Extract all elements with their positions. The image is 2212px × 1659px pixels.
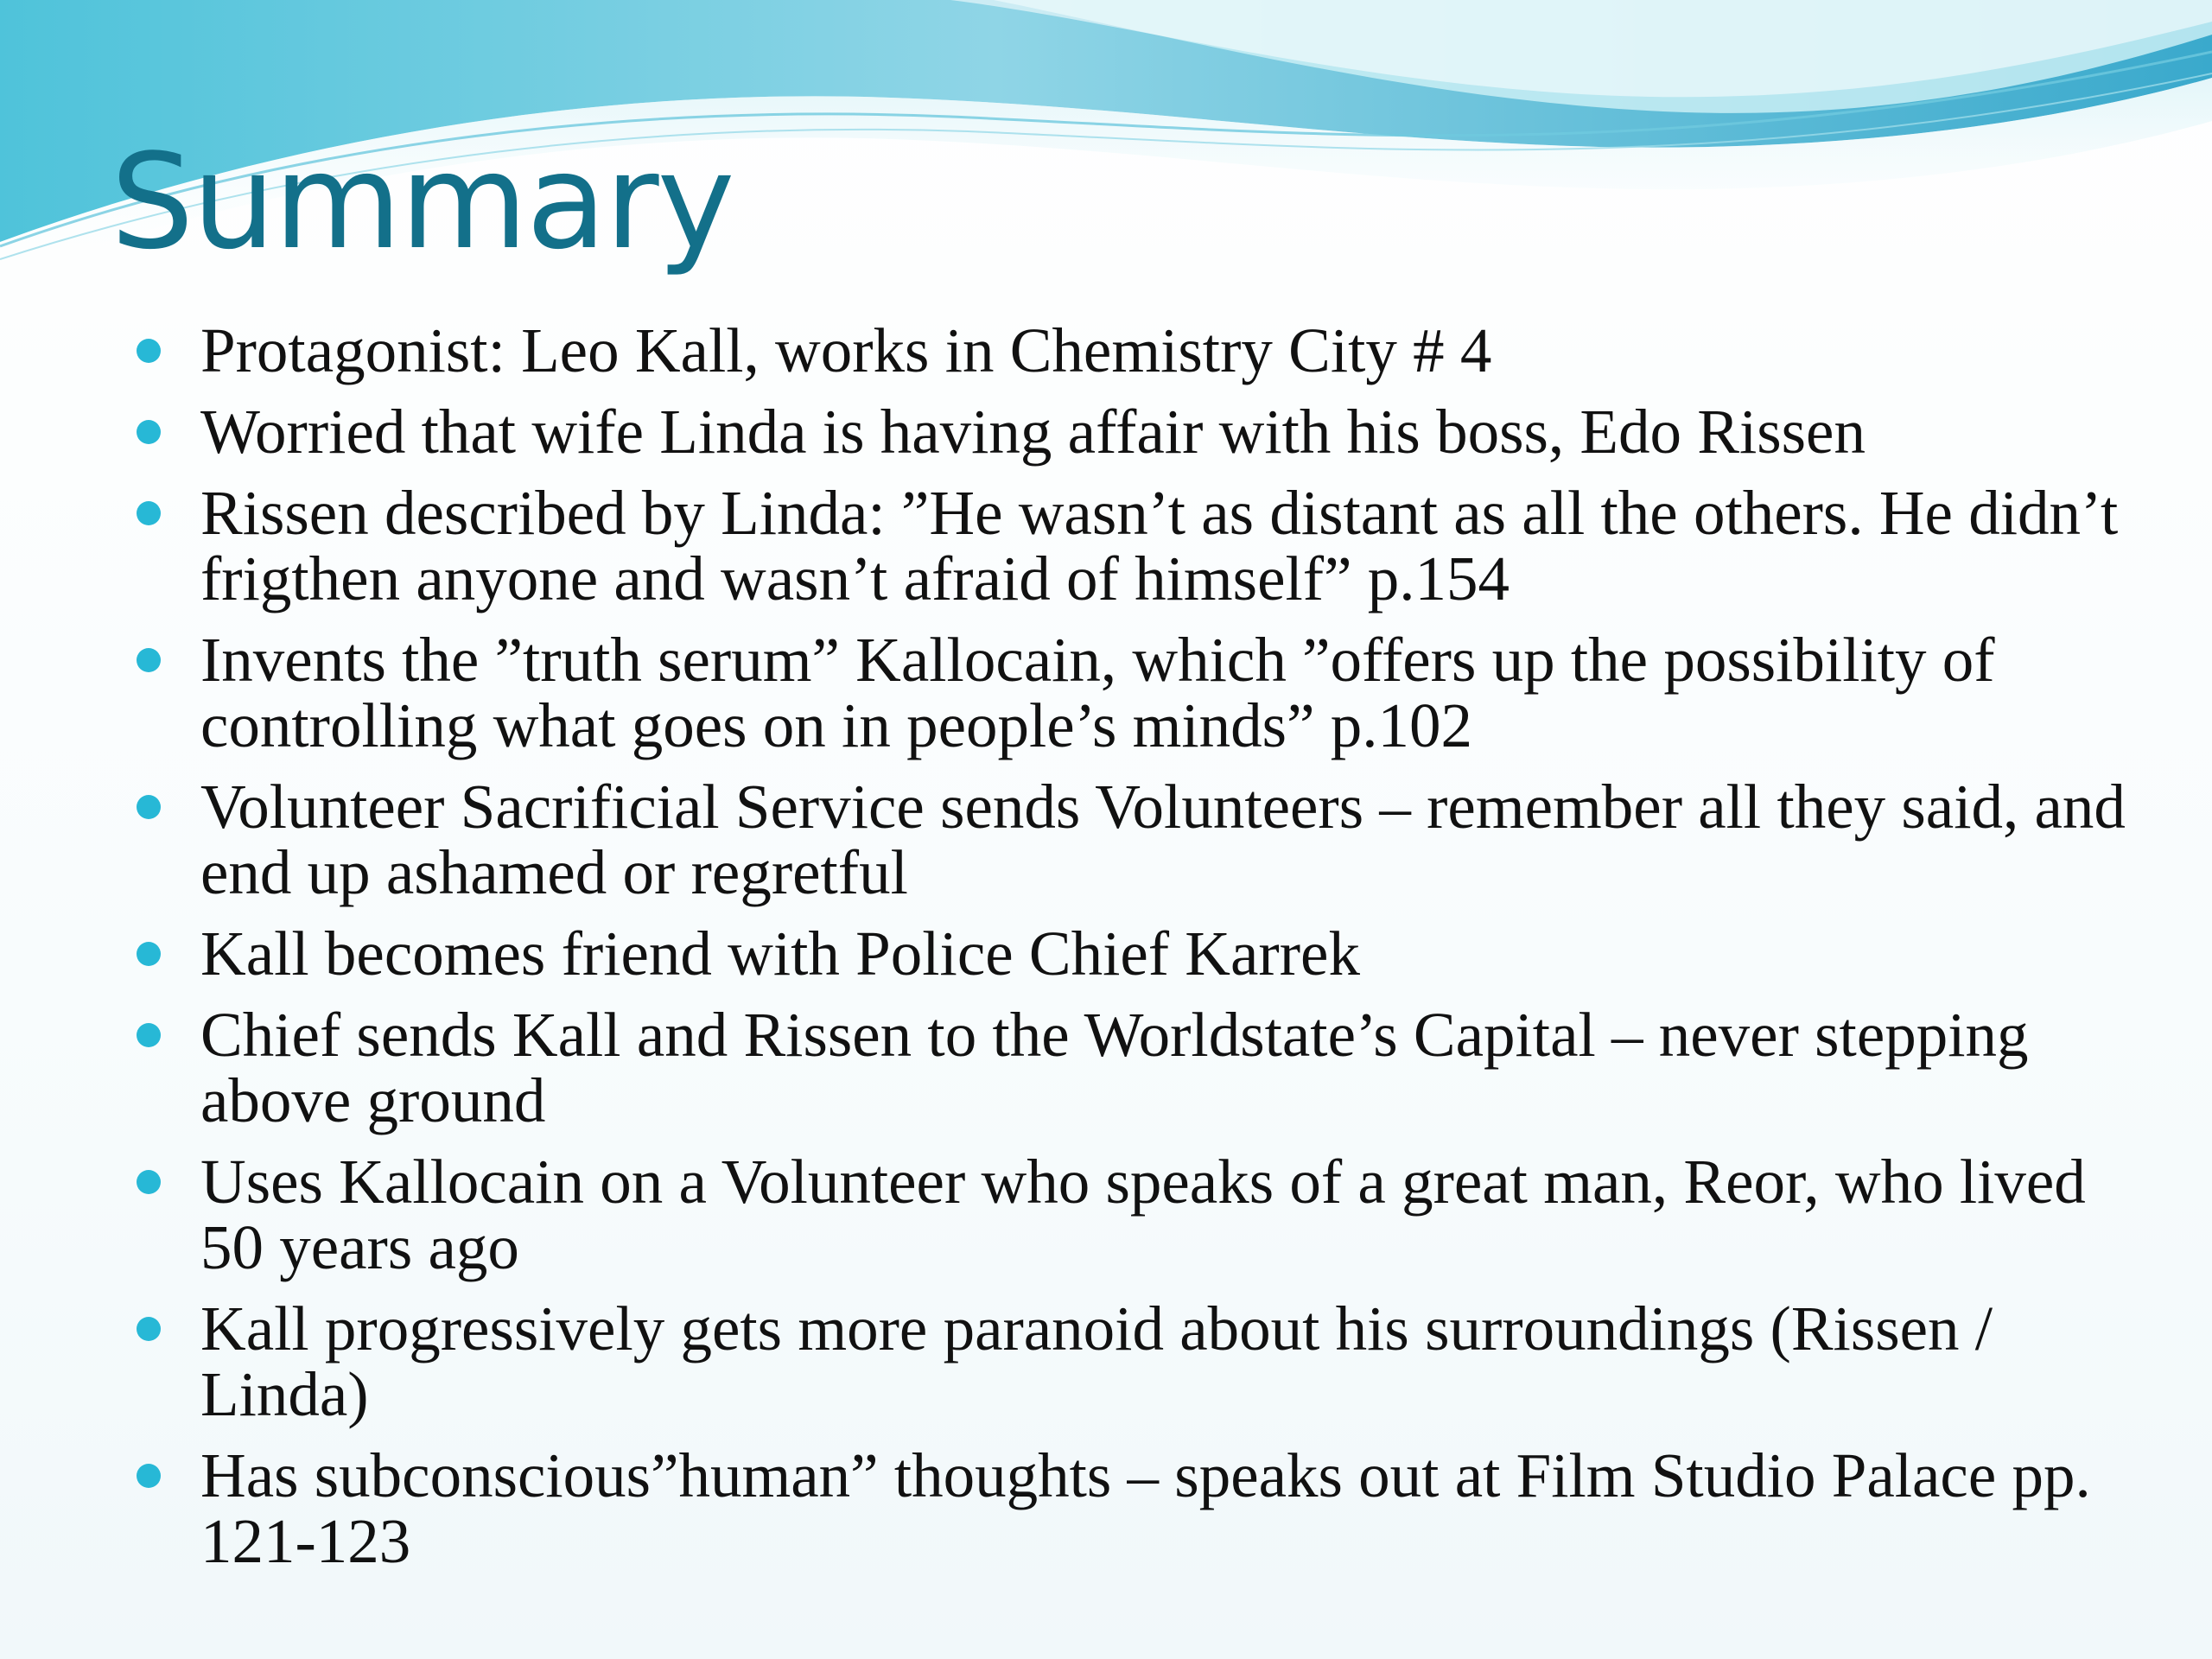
bullet-item	[130, 1149, 2143, 1281]
bullet-item	[130, 918, 2143, 988]
bullet-dot-icon	[137, 1464, 161, 1488]
bullet-text: Rissen described by Linda: ”He wasn’t as distant as all the others. He didn’t frigthen anyone and wasn’t afraid of himself” p.154	[200, 478, 2119, 613]
bullet-dot-icon	[137, 420, 161, 444]
bullet-item	[130, 1296, 2143, 1427]
bullet-item	[130, 1440, 2143, 1576]
bullet-dot-icon	[137, 501, 161, 525]
bullet-text: Has subconscious”human” thoughts – speaks out at Film Studio Palace pp. 121-123	[200, 1440, 2091, 1576]
bullet-dot-icon	[137, 339, 161, 363]
bullet-list	[130, 315, 2143, 1590]
bullet-dot-icon	[137, 1170, 161, 1194]
bullet-dot-icon	[137, 1023, 161, 1047]
bullet-text: Protagonist: Leo Kall, works in Chemistry City # 4	[200, 315, 1492, 385]
slide-title: Summary	[111, 125, 734, 278]
bullet-dot-icon	[137, 795, 161, 819]
bullet-text: Uses Kallocain on a Volunteer who speaks of a great man, Reor, who lived 50 years ago	[200, 1147, 2086, 1282]
bullet-item	[130, 399, 2143, 465]
bullet-text: Kall becomes friend with Police Chief Karrek	[200, 918, 1360, 988]
bullet-item	[130, 627, 2143, 759]
bullet-text: Kall progressively gets more paranoid about his surroundings (Rissen / Linda)	[200, 1294, 1993, 1429]
bullet-text: Chief sends Kall and Rissen to the Worldstate’s Capital – never stepping above ground	[200, 1000, 2029, 1135]
bullet-item	[130, 480, 2143, 612]
bullet-item	[130, 315, 2143, 385]
bullet-item	[130, 774, 2143, 906]
bullet-text: Volunteer Sacrificial Service sends Volunteers – remember all they said, and end up ashamed or regretful	[200, 772, 2126, 907]
bullet-dot-icon	[137, 942, 161, 966]
bullet-text: Invents the ”truth serum” Kallocain, which ”offers up the possibility of controlling what goes on in people’s minds” p.102	[200, 625, 1995, 760]
bullet-text: Worried that wife Linda is having affair with his boss, Edo Rissen	[200, 397, 1866, 467]
bullet-item	[130, 1002, 2143, 1134]
bullet-dot-icon	[137, 648, 161, 672]
bullet-dot-icon	[137, 1317, 161, 1341]
